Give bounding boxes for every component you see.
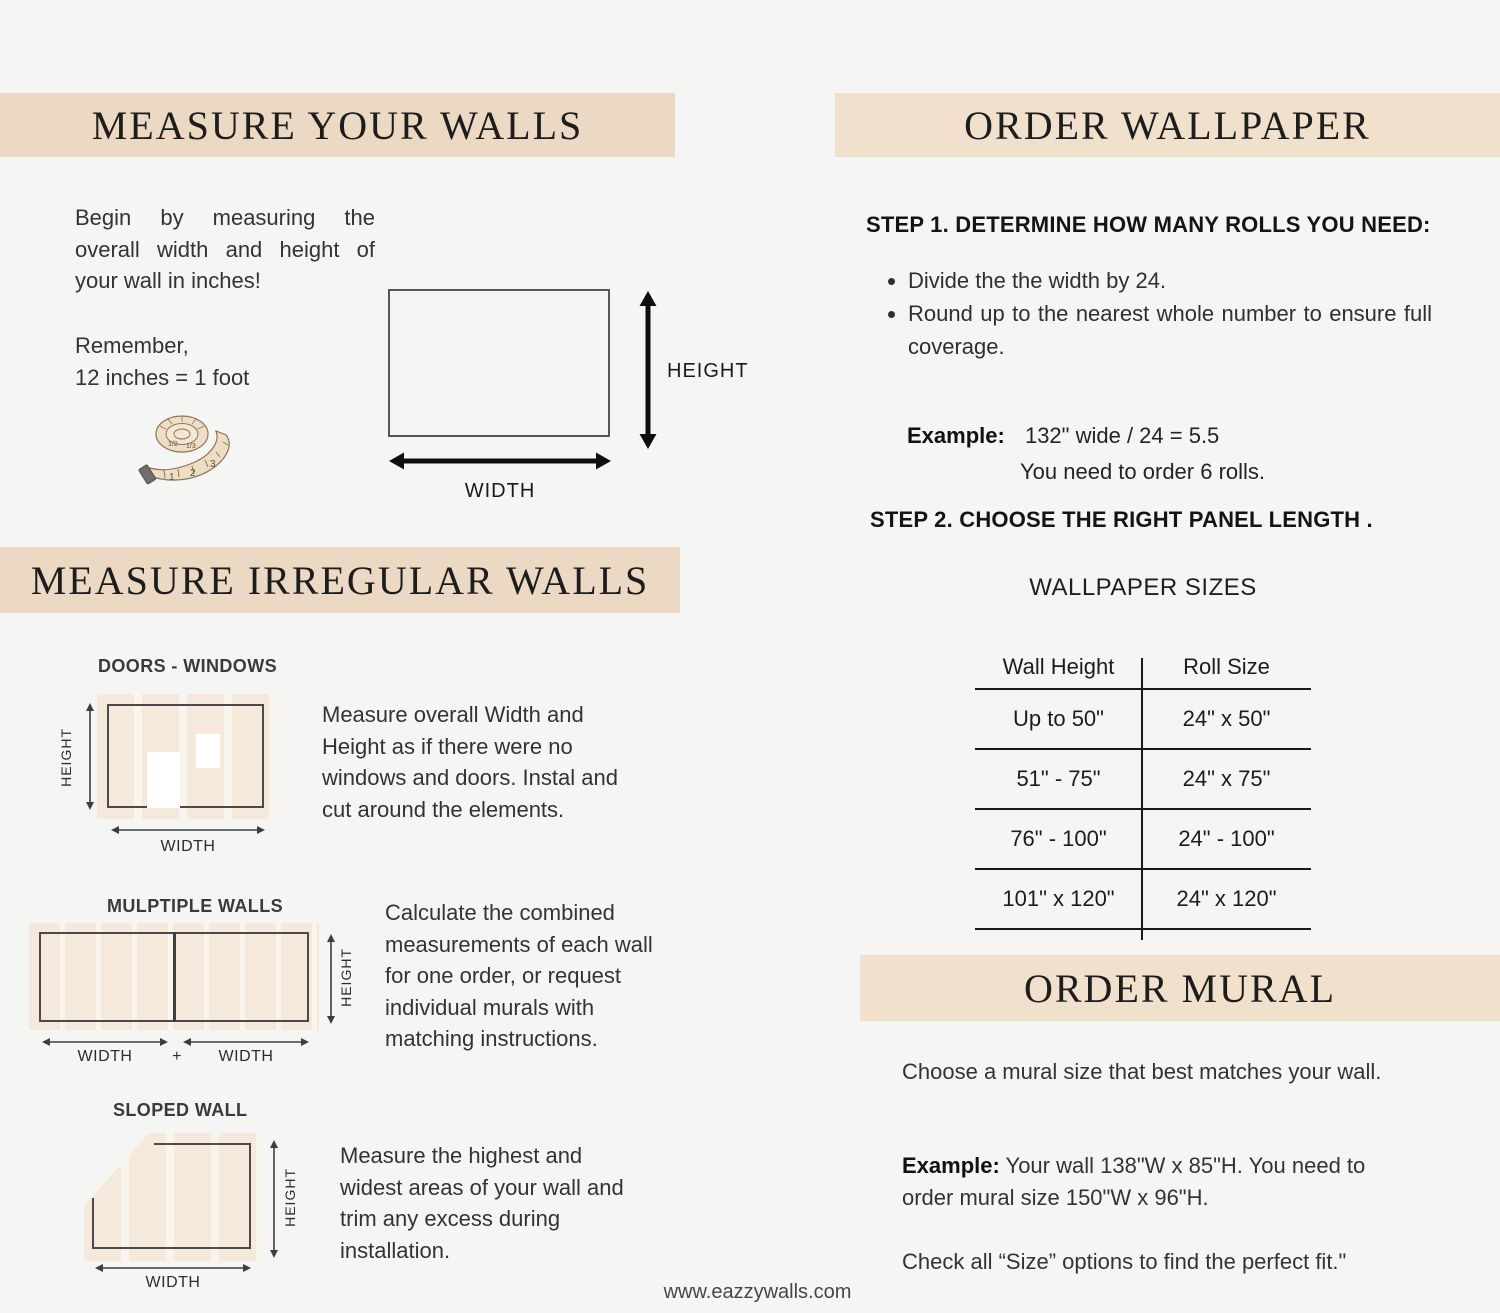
website-url: www.eazzywalls.com <box>663 1281 852 1303</box>
bullet-round-up: • Round up to the nearest whole number to ensure full coverage. <box>908 297 1432 363</box>
table-header-roll-size: Roll Size <box>1183 654 1270 679</box>
wallpaper-sizes-table <box>975 646 1311 930</box>
tape-measure-icon <box>138 408 242 500</box>
table-cell-roll-size: 24" x 120" <box>1176 886 1277 911</box>
multiple-width-left-arrow-icon <box>42 1036 168 1048</box>
rolls-example-value: 132" wide / 24 = 5.5 <box>1024 423 1220 448</box>
doors-height-label: HEIGHT <box>58 728 74 787</box>
door-cutout <box>147 752 180 808</box>
remember-note <box>75 330 249 393</box>
wall-rectangle-diagram <box>388 289 610 437</box>
svg-text:2: 2 <box>190 468 196 479</box>
table-row <box>975 750 1311 810</box>
mural-example-label: Example: <box>902 1153 1000 1178</box>
window-cutout <box>196 734 220 768</box>
table-cell-wall-height: 51" - 75" <box>1016 766 1101 791</box>
step2-heading: STEP 2. CHOOSE THE RIGHT PANEL LENGTH . <box>870 507 1373 532</box>
table-row <box>975 870 1311 930</box>
doors-width-label: WIDTH <box>160 838 216 855</box>
rolls-example <box>907 418 1265 490</box>
sloped-wall-subtitle: SLOPED WALL <box>113 1100 248 1120</box>
rolls-example-result: You need to order 6 rolls. <box>1020 459 1266 484</box>
multiple-width-right-arrow-icon <box>183 1036 309 1048</box>
order-wallpaper-title: ORDER WALLPAPER <box>964 102 1371 148</box>
svg-text:1/2: 1/2 <box>168 441 178 448</box>
doors-windows-description: Measure overall Width and Height as if there were no windows and doors. Instal and cut around the elements. <box>322 702 618 822</box>
mural-example-text: Your wall 138"W x 85"H. You need to order mural size 150"W x 96"H. <box>902 1153 1366 1210</box>
doors-width-arrow-icon <box>111 824 265 836</box>
height-label: HEIGHT <box>667 360 749 382</box>
step1-heading: STEP 1. DETERMINE HOW MANY ROLLS YOU NEED: <box>866 212 1431 237</box>
table-cell-wall-height: Up to 50" <box>1013 706 1104 731</box>
multiple-walls-divider <box>173 932 176 1022</box>
multiple-height-arrow-icon <box>325 934 337 1024</box>
remember-line1: Remember, <box>75 333 189 358</box>
width-arrow-icon <box>389 450 611 472</box>
table-header-row <box>975 646 1311 690</box>
irregular-walls-title: MEASURE IRREGULAR WALLS <box>30 557 650 603</box>
measure-walls-title: MEASURE YOUR WALLS <box>91 102 584 148</box>
measure-walls-header-bar <box>0 93 675 157</box>
multiple-walls-description: Calculate the combined measurements of each wall for one order, or request individual murals with matching instructions. <box>385 900 653 1051</box>
sloped-width-label: WIDTH <box>145 1274 201 1291</box>
table-cell-wall-height: 101" x 120" <box>1002 886 1115 911</box>
sloped-height-label: HEIGHT <box>282 1168 298 1227</box>
remember-line2: 12 inches = 1 foot <box>75 364 250 390</box>
rolls-example-line1 <box>907 418 1265 454</box>
sloped-height-arrow-icon <box>268 1140 280 1258</box>
svg-text:1/3: 1/3 <box>186 443 196 450</box>
sloped-wall-outline <box>84 1133 262 1261</box>
mural-note: Check all “Size” options to find the perfect fit." <box>902 1249 1347 1274</box>
svg-text:3: 3 <box>210 459 216 470</box>
multiple-width-left-label: WIDTH <box>77 1048 133 1065</box>
multiple-plus-label: + <box>172 1048 182 1065</box>
table-vertical-divider <box>1141 658 1143 940</box>
sloped-wall-description: Measure the highest and widest areas of your wall and trim any excess during installation. <box>340 1143 624 1263</box>
height-arrow-icon <box>637 291 659 449</box>
table-cell-wall-height: 76" - 100" <box>1010 826 1107 851</box>
table-row <box>975 690 1311 750</box>
table-cell-roll-size: 24" x 75" <box>1182 766 1271 791</box>
wallpaper-sizes-title: WALLPAPER SIZES <box>1029 574 1257 601</box>
doors-height-arrow-icon <box>84 703 96 810</box>
table-header-wall-height: Wall Height <box>1002 654 1115 679</box>
irregular-walls-header-bar <box>0 547 680 613</box>
width-label: WIDTH <box>464 480 536 502</box>
measure-walls-intro: Begin by measuring the overall width and height of your wall in inches! <box>75 205 375 293</box>
bullet-divide-width: • Divide the the width by 24. <box>908 264 1432 297</box>
order-mural-header-bar <box>860 955 1500 1021</box>
svg-text:1: 1 <box>169 472 175 483</box>
sloped-width-arrow-icon <box>95 1262 251 1274</box>
doors-windows-subtitle: DOORS - WINDOWS <box>98 656 277 676</box>
table-row <box>975 810 1311 870</box>
multiple-width-right-label: WIDTH <box>218 1048 274 1065</box>
rolls-example-label: Example: <box>907 423 1005 448</box>
table-cell-roll-size: 24" x 50" <box>1182 706 1271 731</box>
order-wallpaper-header-bar <box>835 93 1500 157</box>
mural-intro: Choose a mural size that best matches your wall. <box>902 1059 1382 1084</box>
table-cell-roll-size: 24" - 100" <box>1178 826 1275 851</box>
multiple-height-label: HEIGHT <box>338 948 354 1007</box>
multiple-walls-subtitle: MULPTIPLE WALLS <box>107 896 283 916</box>
rolls-bullet-list <box>884 264 1432 363</box>
order-mural-title: ORDER MURAL <box>1023 965 1337 1011</box>
doors-windows-wall-outline <box>107 704 264 808</box>
mural-example <box>902 1150 1410 1214</box>
